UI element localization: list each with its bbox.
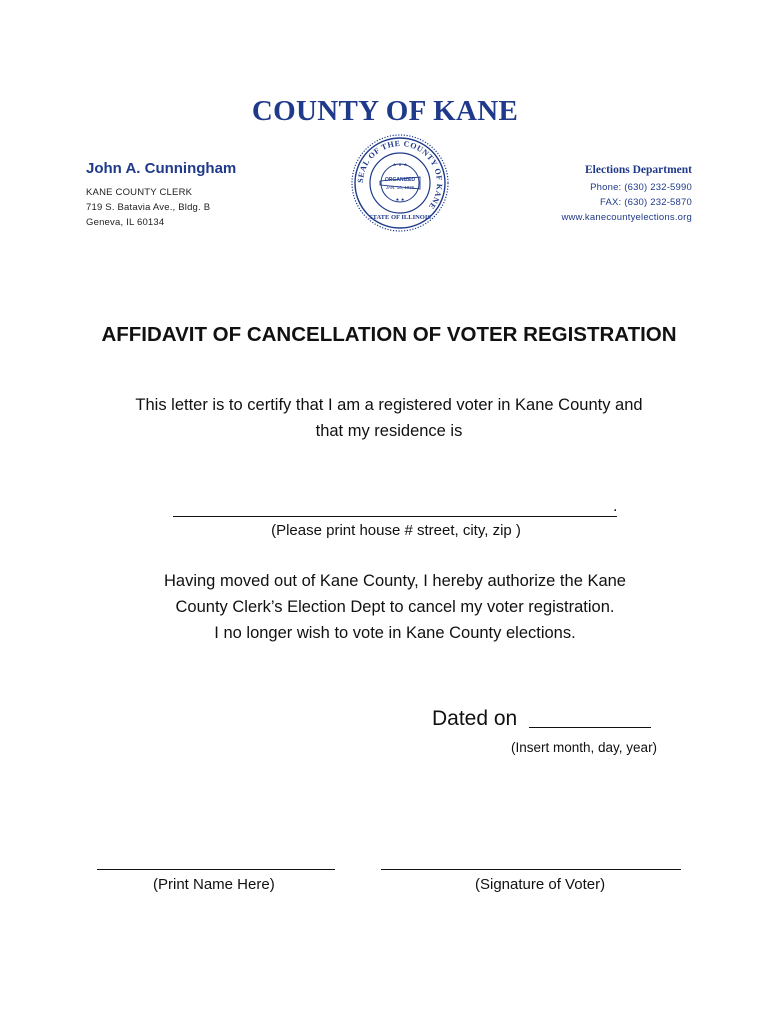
print-name-field[interactable]: [97, 857, 335, 870]
print-name-caption: (Print Name Here): [153, 876, 275, 893]
clerk-title: KANE COUNTY CLERK: [86, 187, 193, 198]
seal-inner-top: ORGANIZED: [385, 177, 415, 183]
certify-statement: [0, 392, 770, 444]
address-line-1: 719 S. Batavia Ave., Bldg. B: [86, 202, 211, 213]
fax-number: FAX: (630) 232-5870: [600, 197, 692, 208]
date-field[interactable]: [529, 707, 651, 728]
dated-label: Dated on: [432, 707, 518, 730]
phone-number: Phone: (630) 232-5990: [590, 182, 692, 193]
department-name: Elections Department: [585, 164, 692, 176]
clerk-info: [86, 160, 236, 230]
seal-state-text: STATE OF ILLINOIS: [368, 214, 432, 221]
dated-row: [432, 707, 651, 731]
certify-line-2: that my residence is: [315, 422, 463, 440]
residence-caption: (Please print house # street, city, zip ): [271, 522, 521, 539]
website-link[interactable]: www.kanecountyelections.org: [561, 212, 692, 223]
clerk-name: John A. Cunningham: [86, 160, 237, 177]
certify-line-1: This letter is to certify that I am a registered voter in Kane County and: [135, 396, 643, 414]
address-line-2: Geneva, IL 60134: [86, 217, 165, 228]
moved-line-2: County Clerk’s Election Dept to cancel my voter registration.: [175, 598, 615, 616]
signature-field[interactable]: [381, 857, 681, 870]
moved-line-1: Having moved out of Kane County, I hereby authorize the Kane: [164, 572, 626, 590]
moved-line-3: I no longer wish to vote in Kane County elections.: [214, 624, 576, 642]
svg-text:★ ★ ★: ★ ★ ★: [392, 162, 408, 167]
svg-text:★ ★: ★ ★: [395, 197, 405, 202]
department-info: [561, 164, 692, 225]
seal-ring-text: SEAL OF THE COUNTY OF KANE: [355, 138, 445, 212]
seal-inner-bottom: JAN. 16, 1836: [385, 185, 415, 190]
residence-field[interactable]: [173, 498, 617, 517]
county-title: COUNTY OF KANE: [251, 95, 519, 127]
dated-caption: (Insert month, day, year): [511, 740, 658, 755]
signature-caption: (Signature of Voter): [475, 876, 606, 893]
county-seal-icon: [350, 133, 450, 233]
residence-period: .: [613, 498, 618, 515]
affidavit-title: AFFIDAVIT OF CANCELLATION OF VOTER REGISTRATION: [101, 323, 677, 346]
authorization-statement: [0, 568, 770, 646]
